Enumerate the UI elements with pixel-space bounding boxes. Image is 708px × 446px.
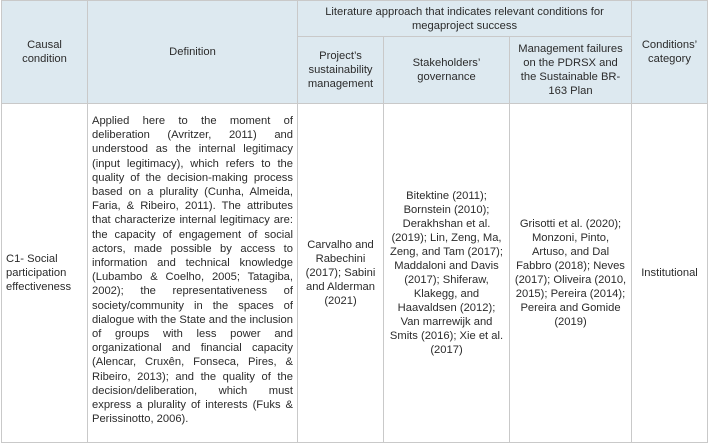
literature-table (1, 0, 708, 443)
table-header (2, 1, 708, 104)
table-body (2, 104, 708, 443)
conditions-category-cell: Institutional (632, 104, 708, 443)
header-causal-condition: Causal condition (2, 1, 88, 104)
table-row (2, 104, 708, 443)
management-failures-references-cell: Grisotti et al. (2020); Monzoni, Pinto, Artuso, and Dal Fabbro (2018); Neves (2017); Oliveira (2010, 2015); Pereira (2014); Pereira and Gomide (2019) (510, 104, 632, 443)
causal-condition-cell: C1- Social participation effectiveness (2, 104, 88, 443)
header-literature-approach: Literature approach that indicates relevant conditions for megaproject success (298, 1, 632, 37)
header-sustainability-management: Project’s sustainability management (298, 37, 384, 104)
header-management-failures: Management failures on the PDRSX and the Sustainable BR-163 Plan (510, 37, 632, 104)
definition-cell: Applied here to the moment of deliberation (Avritzer, 2011) and understood as the internal legitimacy (input legitimacy), which refers to the quality of the decision-making process based on a plurality (Cunha, Almeida, Faria, & Ribeiro, 2011). The attributes that characterize internal legitimacy are: the capacity of engagement of social actors, made possible by access to information and technical knowledge (Lubambo & Coelho, 2005; Tatagiba, 2002); the representativeness of society/community in the spaces of dialogue with the State and the inclusion of groups with less power and organizational and financial capacity (Alencar, Cruxên, Fonseca, Pires, & Ribeiro, 2013); and the quality of the decision/deliberation, which must express a plurality of interests (Fuks & Perissinotto, 2006). (88, 104, 298, 443)
stakeholder-references-cell: Bitektine (2011); Bornstein (2010); Derakhshan et al. (2019); Lin, Zeng, Ma, Zeng, and Tam (2017); Maddaloni and Davis (2017); Shiferaw, Klakegg, and Haavaldsen (2012); Van marrewijk and Smits (2016); Xie et al. (2017) (384, 104, 510, 443)
header-stakeholders-governance: Stakeholders’ governance (384, 37, 510, 104)
header-conditions-category: Conditions’ category (632, 1, 708, 104)
sustainability-references-cell: Carvalho and Rabechini (2017); Sabini and Alderman (2021) (298, 104, 384, 443)
header-definition: Definition (88, 1, 298, 104)
